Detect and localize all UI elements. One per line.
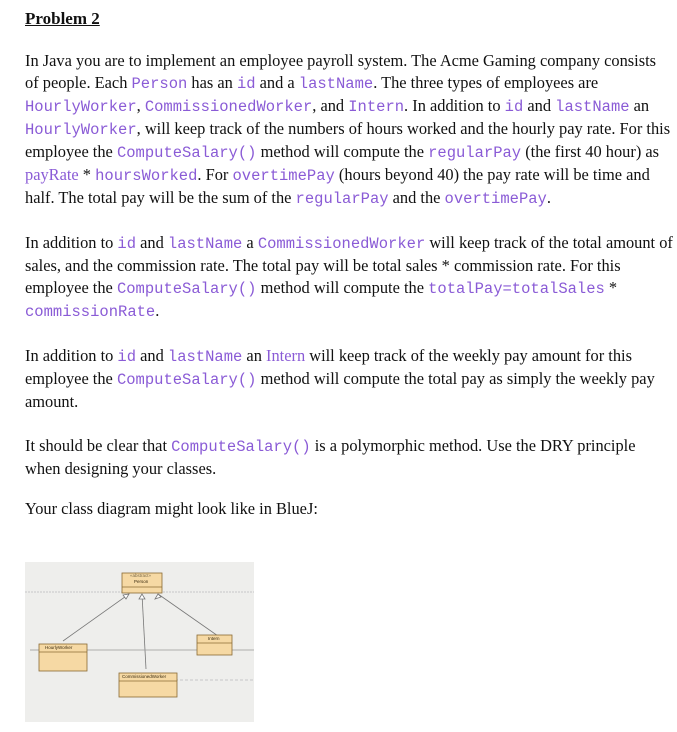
document [25, 8, 673, 520]
class-diagram [25, 562, 254, 722]
paragraph-diagram-intro: Your class diagram might look like in BlueJ: [25, 499, 318, 518]
paragraph-commissioned: In addition to id and lastName a CommissionedWorker will keep track of the total amount of sales, and the commission rate. The total pay will be total sales * commission rate. For this employee the ComputeSalary() method will compute the totalPay=totalSales * commissionRate. [25, 233, 673, 321]
paragraph-intro: In Java you are to implement an employee payroll system. The Acme Gaming company consists of people. Each Person has an id and a lastName. The three types of employees are HourlyWorker, CommissionedWorker, and Intern. In addition to id and lastName an HourlyWorker, will keep track of the numbers of hours worked and the hourly pay rate. For this employee the ComputeSalary() method will compute the regularPay (the first 40 hour) as payRate * hoursWorked. For overtimePay (hours beyond 40) the pay rate will be time and half. The total pay will be the sum of the regularPay and the overtimePay. [25, 51, 671, 208]
class-diagram-lines [25, 562, 254, 722]
paragraph-polymorphic: It should be clear that ComputeSalary() is a polymorphic method. Use the DRY principle when designing your classes. [25, 436, 636, 478]
person-stereotype: «abstract» [130, 573, 152, 578]
paragraph-intern: In addition to id and lastName an Intern will keep track of the weekly pay amount for this employee the ComputeSalary() method will compute the total pay as simply the weekly pay amount. [25, 346, 655, 411]
hourly-class-label[interactable]: HourlyWorker [45, 645, 73, 650]
person-class-label[interactable]: Person [134, 579, 149, 584]
commissioned-class-label[interactable]: CommissionedWorker [122, 674, 167, 679]
problem-title: Problem 2 [25, 9, 100, 28]
intern-class-label[interactable]: Intern [208, 636, 220, 641]
